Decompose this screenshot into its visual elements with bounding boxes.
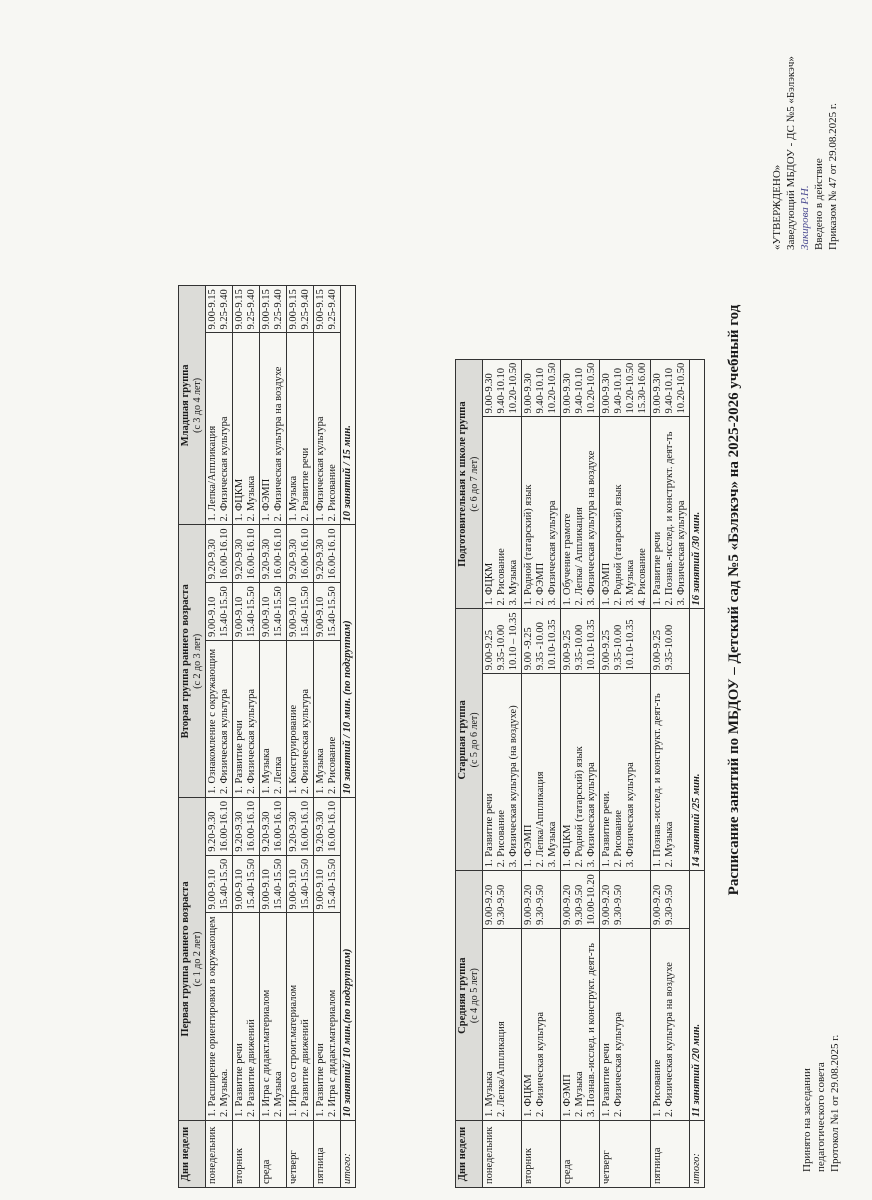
time-cell: [314, 583, 341, 641]
lessons-cell: [651, 417, 690, 609]
day-cell: понедельник: [206, 1121, 233, 1188]
cell-line: 2. Познав.-исслед. и конструкт. деят-ть: [664, 431, 675, 606]
cell-line: 15.40-15.50: [219, 586, 230, 637]
cell-line: 1. Музыка: [288, 475, 299, 522]
cell-line: 16.00-16.10: [327, 528, 338, 580]
table-row: [233, 286, 260, 1188]
cell-line: 1. Лепка/Аппликация: [207, 425, 218, 522]
cell-line: 15.40-15.50: [327, 586, 338, 637]
time-cell: [206, 525, 233, 583]
cell-line: 9.00-9.25: [652, 630, 663, 671]
approval-note: [770, 56, 840, 250]
cell-line: 1. Музыка: [484, 1071, 495, 1117]
time-cell: [260, 797, 287, 855]
cell-line: 9.00-9.25: [601, 630, 612, 671]
cell-line: 1. Музыка: [315, 748, 326, 794]
cell-line: 2. Физическая культура: [219, 416, 230, 522]
time-cell: [651, 871, 690, 929]
time-cell: [522, 871, 561, 929]
lessons-cell: [600, 929, 651, 1121]
day-cell: вторник: [233, 1121, 260, 1188]
time-cell: [600, 359, 651, 417]
cell-line: 16.00-16.10: [273, 528, 284, 580]
header-days: Дни недели: [456, 1121, 483, 1188]
time-cell: [287, 855, 314, 913]
cell-line: 15.40-15.50: [327, 858, 338, 910]
cell-line: 2. Развитие движений: [300, 1019, 311, 1117]
total-label: итого:: [341, 1121, 356, 1188]
total-cell: 10 занятий / 10 мин. (по подгруппам): [341, 525, 356, 798]
cell-line: 3. Физическая культура (на воздухе): [508, 705, 519, 868]
cell-line: 1. Ознакомление с окружающим: [207, 648, 218, 794]
cell-line: 9.00-9.10: [315, 596, 326, 637]
schedule-table-senior: [455, 359, 705, 1188]
cell-line: 2. Физическая культура на воздухе: [664, 962, 675, 1117]
lessons-cell: [314, 333, 341, 525]
cell-line: 2. Рисование: [613, 810, 624, 868]
cell-line: 2. Лепка: [273, 756, 284, 794]
cell-line: 9.00-9.10: [234, 596, 245, 637]
cell-line: 3. Физическая культура: [547, 500, 558, 606]
cell-line: 3. Познав.-исслед. и конструкт. деят-ть: [586, 943, 597, 1117]
cell-line: 2. Рисование: [496, 548, 507, 606]
cell-line: 1. Познав.-исслед. и конструкт. деят-ть: [652, 693, 663, 868]
header-group: Старшая группа (с 5 до 6 лет): [456, 609, 483, 871]
lessons-cell: [206, 913, 233, 1121]
cell-line: 3. Музыка: [508, 559, 519, 606]
lessons-cell: [314, 640, 341, 797]
cell-line: 9.20-9.30: [261, 811, 272, 852]
day-cell: четверг: [287, 1121, 314, 1188]
day-cell: среда: [561, 1121, 600, 1188]
cell-line: 2. Лепка/Аппликация: [496, 1021, 507, 1117]
total-row: [341, 286, 356, 1188]
header-group: Первая группа раннего возраста (с 1 до 2 лет): [179, 797, 206, 1120]
cell-line: 9.40-10.10: [574, 368, 585, 414]
cell-line: 10.10-10.35: [586, 619, 597, 671]
cell-line: 1. Родной (татарский) язык: [523, 484, 534, 606]
cell-line: 9.00-9.30: [652, 373, 663, 414]
lessons-cell: [522, 674, 561, 871]
table-row: [260, 286, 287, 1188]
cell-line: 9.00-9.20: [652, 884, 663, 925]
cell-line: 1. Рисование: [652, 1059, 663, 1117]
cell-line: 9.00-9.15: [261, 289, 272, 330]
time-cell: [314, 525, 341, 583]
cell-line: 9.00-9.15: [207, 289, 218, 330]
adopted-line: Протокол №1 от 29.08.2025 г.: [829, 1034, 841, 1172]
time-cell: [233, 855, 260, 913]
time-cell: [206, 855, 233, 913]
total-row: [690, 359, 705, 1187]
total-cell: 16 занятий /30 мин.: [690, 359, 705, 609]
total-cell: 10 занятий/ 10 мин.(по подгруппам): [341, 797, 356, 1120]
cell-line: 2. Музыка: [246, 475, 257, 522]
cell-line: 2. Родной (татарский) язык: [574, 746, 585, 868]
cell-line: 16.00-16.10: [219, 528, 230, 580]
cell-line: 2. Музыка: [574, 1071, 585, 1117]
time-cell: [483, 609, 522, 674]
cell-line: 9.00-9.30: [484, 373, 495, 414]
cell-line: 9.35-10.00: [613, 624, 624, 671]
lessons-cell: [651, 929, 690, 1121]
cell-line: 1. ФЭМП: [523, 824, 534, 868]
cell-line: 9.35 -10.00: [535, 622, 546, 671]
lessons-cell: [483, 674, 522, 871]
schedule-table-young: [178, 285, 356, 1188]
cell-line: 9.00-9.10: [234, 869, 245, 910]
cell-line: 10.20-10.50: [586, 362, 597, 414]
cell-line: 9.00-9.10: [288, 869, 299, 910]
lessons-cell: [233, 333, 260, 525]
lessons-cell: [483, 417, 522, 609]
cell-line: 16.00-16.10: [327, 800, 338, 852]
signature-line: Закирова Р.Н.: [799, 185, 811, 250]
cell-line: 10.10 – 10.35: [508, 612, 519, 671]
adopted-line: педагогического совета: [815, 1062, 827, 1172]
cell-line: 2. Рисование: [496, 810, 507, 868]
cell-line: 9.00-9.10: [288, 596, 299, 637]
cell-line: 9.00-9.20: [562, 884, 573, 925]
time-cell: [260, 583, 287, 641]
cell-line: 1. Развитие речи: [234, 1043, 245, 1117]
cell-line: 9.00-9.25: [484, 630, 495, 671]
time-cell: [260, 855, 287, 913]
lessons-cell: [287, 333, 314, 525]
cell-line: 9.00-9.15: [315, 289, 326, 330]
cell-line: 16.00-16.10: [246, 800, 257, 852]
cell-line: 9.00-9.25: [562, 630, 573, 671]
lessons-cell: [260, 333, 287, 525]
cell-line: 15.40-15.50: [246, 858, 257, 910]
cell-line: 9.40-10.10: [535, 368, 546, 414]
time-cell: [233, 286, 260, 333]
total-cell: 14 занятий /25 мин.: [690, 609, 705, 871]
cell-line: 9.30-9.50: [613, 884, 624, 925]
cell-line: 15.40-15.50: [219, 858, 230, 910]
total-cell: 11 занятий /20 мин.: [690, 871, 705, 1121]
cell-line: 2. Родной (татарский) язык: [613, 484, 624, 606]
table-row: [483, 359, 522, 1187]
cell-line: 9.20-9.30: [207, 811, 218, 852]
cell-line: 1. ФЦКМ: [562, 824, 573, 868]
cell-line: 9.35-10.00: [496, 624, 507, 671]
cell-line: 1. ФЦКМ: [234, 478, 245, 522]
cell-line: 9.20-9.30: [234, 811, 245, 852]
cell-line: 1. Физическая культура: [315, 416, 326, 522]
table-row: [651, 359, 690, 1187]
cell-line: 9.00-9.10: [207, 596, 218, 637]
cell-line: 9.30-9.50: [496, 884, 507, 925]
time-cell: [206, 797, 233, 855]
lessons-cell: [206, 640, 233, 797]
time-cell: [314, 286, 341, 333]
page-title: Расписание занятий по МБДОУ – Детский сад №5 «Бэлэкэч» на 2025-2026 учебный год: [726, 304, 742, 896]
cell-line: 3. Музыка: [625, 559, 636, 606]
lessons-cell: [260, 640, 287, 797]
cell-line: 15.40-15.50: [273, 858, 284, 910]
time-cell: [314, 855, 341, 913]
cell-line: 4. Рисование: [637, 548, 648, 606]
cell-line: 1. Обучение грамоте: [562, 513, 573, 606]
cell-line: 3. Физическая культура: [586, 762, 597, 868]
cell-line: 1. ФЭМП: [261, 478, 272, 522]
time-cell: [206, 286, 233, 333]
time-cell: [260, 286, 287, 333]
time-cell: [233, 583, 260, 641]
header-days: Дни недели: [179, 1121, 206, 1188]
cell-line: 9.40-10.10: [496, 368, 507, 414]
cell-line: 2. Развитие речи: [300, 447, 311, 522]
cell-line: 2. Рисование: [327, 736, 338, 794]
time-cell: [233, 525, 260, 583]
lessons-cell: [233, 640, 260, 797]
cell-line: 2. Физическая культура: [535, 1011, 546, 1117]
header-group: Младшая группа (с 3 до 4 лет): [179, 286, 206, 525]
cell-line: 10.20-10.50: [625, 362, 636, 414]
time-cell: [483, 359, 522, 417]
cell-line: 10.10-10.35: [625, 619, 636, 671]
approval-line: Введено в действие: [813, 158, 825, 250]
cell-line: 9.00-9.15: [288, 289, 299, 330]
cell-line: 1. Расширение ориентировки в окружающем: [207, 916, 218, 1117]
cell-line: 9.00-9.20: [601, 884, 612, 925]
cell-line: 3. Физическая культура на воздухе: [586, 450, 597, 606]
table-row: [522, 359, 561, 1187]
cell-line: 2. Лепка/Аппликация: [535, 771, 546, 868]
cell-line: 3. Физическая культура: [625, 762, 636, 868]
cell-line: 2. Лепка/ Аппликация: [574, 507, 585, 606]
time-cell: [651, 359, 690, 417]
cell-line: 1. ФЭМП: [601, 562, 612, 606]
cell-line: 16.00-16.10: [273, 800, 284, 852]
lessons-cell: [522, 929, 561, 1121]
lessons-cell: [600, 417, 651, 609]
time-cell: [287, 525, 314, 583]
cell-line: 9.30-9.50: [574, 884, 585, 925]
cell-line: 9.20-9.30: [261, 538, 272, 580]
cell-line: 2. Музыка: [273, 1071, 284, 1117]
cell-line: 15.30-16.00: [637, 362, 648, 414]
table-header-row: [179, 286, 206, 1188]
adopted-line: Принято на заседании: [801, 1068, 813, 1172]
cell-line: 9.20-9.30: [315, 811, 326, 852]
time-cell: [233, 797, 260, 855]
cell-line: 9.00-9.30: [562, 373, 573, 414]
cell-line: 2. Физическая культура: [300, 688, 311, 794]
cell-line: 16.00-16.10: [300, 800, 311, 852]
header-group: Подготовительная к школе группа (с 6 до 7 лет): [456, 359, 483, 609]
cell-line: 16.00-16.10: [246, 528, 257, 580]
cell-line: 9.30-9.50: [664, 884, 675, 925]
cell-line: 2. Физическая культура: [246, 688, 257, 794]
lessons-cell: [287, 913, 314, 1121]
time-cell: [561, 871, 600, 929]
approval-line: Заведующий МБДОУ - ДС №5 «Бэлэкэч»: [785, 56, 797, 250]
cell-line: 1. ФЭМП: [562, 1074, 573, 1117]
cell-line: 2. ФЭМП: [535, 562, 546, 606]
cell-line: 9.00 -9.25: [523, 627, 534, 671]
cell-line: 9.40-10.10: [613, 368, 624, 414]
cell-line: 9.20-9.30: [315, 538, 326, 580]
total-label: итого:: [690, 1121, 705, 1188]
table-header-row: [456, 359, 483, 1187]
cell-line: 9.00-9.10: [261, 596, 272, 637]
cell-line: 2. Развитие движений: [246, 1019, 257, 1117]
cell-line: 1. Развитие речи: [601, 1043, 612, 1117]
cell-line: 10.20-10.50: [547, 362, 558, 414]
cell-line: 9.20-9.30: [234, 538, 245, 580]
cell-line: 16.00-16.10: [219, 800, 230, 852]
approval-line: «УТВЕРЖДЕНО»: [771, 164, 783, 250]
time-cell: [651, 609, 690, 674]
time-cell: [206, 583, 233, 641]
lessons-cell: [561, 929, 600, 1121]
cell-line: 2. Музыка: [664, 821, 675, 868]
cell-line: 1. Игра со строит.материалом: [288, 984, 299, 1117]
cell-line: 10.20-10.50: [508, 362, 519, 414]
cell-line: 2. Физическая культура: [219, 688, 230, 794]
cell-line: 9.25-9.40: [300, 289, 311, 330]
cell-line: 1. ФЦКМ: [523, 1074, 534, 1117]
time-cell: [483, 871, 522, 929]
cell-line: 16.00-16.10: [300, 528, 311, 580]
lessons-cell: [522, 417, 561, 609]
cell-line: 10.00-10.20: [586, 874, 597, 925]
day-cell: понедельник: [483, 1121, 522, 1188]
cell-line: 9.00-9.20: [523, 884, 534, 925]
cell-line: 10.20-10.50: [676, 362, 687, 414]
day-cell: пятница: [651, 1121, 690, 1188]
cell-line: 2. Рисование: [327, 464, 338, 522]
day-cell: вторник: [522, 1121, 561, 1188]
cell-line: 1. Развитие речи: [484, 793, 495, 868]
lessons-cell: [651, 674, 690, 871]
lessons-cell: [233, 913, 260, 1121]
cell-line: 9.25-9.40: [219, 289, 230, 330]
cell-line: 15.40-15.50: [300, 858, 311, 910]
header-group: Вторая группа раннего возраста (с 2 до 3 лет): [179, 525, 206, 798]
lessons-cell: [260, 913, 287, 1121]
time-cell: [600, 871, 651, 929]
cell-line: 10.10-10.35: [547, 619, 558, 671]
lessons-cell: [561, 417, 600, 609]
table-row: [314, 286, 341, 1188]
cell-line: 2. Физическая культура: [613, 1011, 624, 1117]
time-cell: [287, 286, 314, 333]
time-cell: [561, 609, 600, 674]
time-cell: [260, 525, 287, 583]
lessons-cell: [314, 913, 341, 1121]
cell-line: 2. Физическая культура на воздухе: [273, 366, 284, 522]
header-group: Средняя группа (с 4 до 5 лет): [456, 871, 483, 1121]
cell-line: 1. Развитие речи: [234, 720, 245, 794]
cell-line: 9.35-10.00: [664, 624, 675, 671]
table-row: [600, 359, 651, 1187]
cell-line: 9.00-9.15: [234, 289, 245, 330]
cell-line: 9.00-9.10: [261, 869, 272, 910]
time-cell: [600, 609, 651, 674]
lessons-cell: [287, 640, 314, 797]
cell-line: 9.00-9.20: [484, 884, 495, 925]
cell-line: 15.40-15.50: [246, 586, 257, 637]
time-cell: [314, 797, 341, 855]
cell-line: 3. Физическая культура: [676, 500, 687, 606]
table-row: [287, 286, 314, 1188]
cell-line: 1. ФЦКМ: [484, 562, 495, 606]
cell-line: 1. Развитие речи: [652, 531, 663, 606]
cell-line: 1. Конструирование: [288, 704, 299, 794]
cell-line: 1. Музыка: [261, 748, 272, 794]
total-cell: 10 занятий / 15 мин.: [341, 286, 356, 525]
cell-line: 1. Развитие речи.: [601, 790, 612, 868]
cell-line: 9.20-9.30: [207, 538, 218, 580]
time-cell: [287, 797, 314, 855]
lessons-cell: [600, 674, 651, 871]
day-cell: четверг: [600, 1121, 651, 1188]
lessons-cell: [206, 333, 233, 525]
cell-line: 9.00-9.30: [601, 373, 612, 414]
cell-line: 9.35-10.00: [574, 624, 585, 671]
cell-line: 15.40-15.50: [300, 586, 311, 637]
day-cell: среда: [260, 1121, 287, 1188]
cell-line: 3. Музыка: [547, 821, 558, 868]
cell-line: 2. Игра с дидакт.материалом: [327, 989, 338, 1117]
lessons-cell: [561, 674, 600, 871]
cell-line: 9.25-9.40: [246, 289, 257, 330]
time-cell: [561, 359, 600, 417]
adopted-note: [800, 1035, 842, 1172]
cell-line: 15.40-15.50: [273, 586, 284, 637]
time-cell: [522, 609, 561, 674]
cell-line: 9.20-9.30: [288, 811, 299, 852]
lessons-cell: [483, 929, 522, 1121]
table-row: [206, 286, 233, 1188]
cell-line: 9.40-10.10: [664, 368, 675, 414]
time-cell: [522, 359, 561, 417]
cell-line: 1. Развитие речи: [315, 1043, 326, 1117]
cell-line: 9.00-9.30: [523, 373, 534, 414]
cell-line: 2. Музыка.: [219, 1068, 230, 1117]
cell-line: 9.25-9.40: [327, 289, 338, 330]
table-row: [561, 359, 600, 1187]
cell-line: 9.25-9.40: [273, 289, 284, 330]
time-cell: [287, 583, 314, 641]
approval-line: Приказом № 47 от 29.08.2025 г.: [827, 103, 839, 250]
cell-line: 1. Игра с дидакт.материалом: [261, 989, 272, 1117]
cell-line: 9.00-9.10: [207, 869, 218, 910]
day-cell: пятница: [314, 1121, 341, 1188]
cell-line: 9.30-9.50: [535, 884, 546, 925]
cell-line: 9.00-9.10: [315, 869, 326, 910]
cell-line: 9.20-9.30: [288, 538, 299, 580]
